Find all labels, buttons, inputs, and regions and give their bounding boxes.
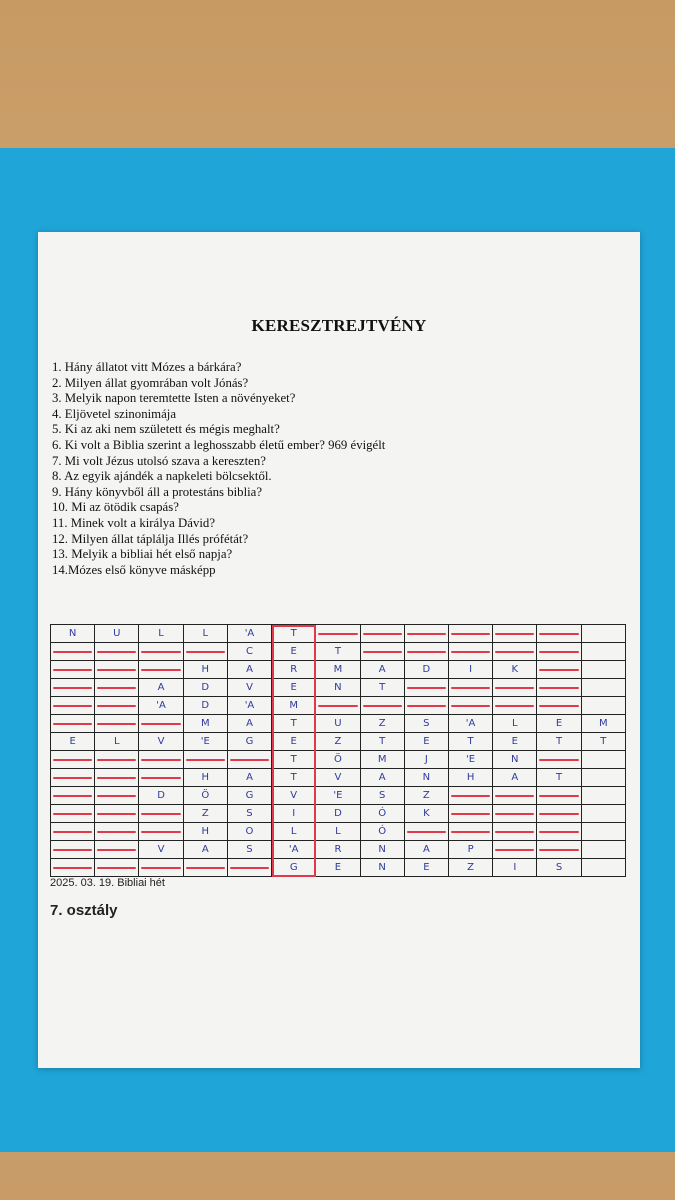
grid-cell: L	[139, 625, 183, 643]
grid-cell: E	[272, 643, 316, 661]
grid-cell: T	[272, 769, 316, 787]
grid-cell-filled	[404, 697, 448, 715]
grid-cell: A	[493, 769, 537, 787]
grid-cell: S	[404, 715, 448, 733]
grid-cell: E	[316, 859, 360, 877]
grid-row	[51, 859, 626, 877]
grid-cell: E	[272, 679, 316, 697]
grid-cell-filled	[448, 787, 492, 805]
grid-row	[51, 805, 626, 823]
grid-cell-filled	[360, 643, 404, 661]
grid-cell: D	[316, 805, 360, 823]
grid-cell-filled	[139, 823, 183, 841]
grid-cell-filled	[537, 805, 581, 823]
grid-cell: L	[272, 823, 316, 841]
grid-cell-filled	[95, 679, 139, 697]
grid-cell: R	[272, 661, 316, 679]
grid-cell: M	[581, 715, 625, 733]
grid-cell	[581, 661, 625, 679]
question-item: 7. Mi volt Jézus utolsó szava a kereszten?	[52, 453, 266, 468]
grid-cell-filled	[51, 661, 95, 679]
grid-cell: Ó	[360, 823, 404, 841]
question-item: 11. Minek volt a királya Dávid?	[52, 515, 215, 530]
grid-cell-filled	[51, 805, 95, 823]
grid-cell-filled	[139, 715, 183, 733]
grid-cell-filled	[360, 697, 404, 715]
grid-cell	[581, 751, 625, 769]
grid-cell: D	[404, 661, 448, 679]
grid-cell: N	[360, 859, 404, 877]
grid-cell: T	[272, 751, 316, 769]
grid-cell-filled	[51, 751, 95, 769]
grid-cell	[581, 643, 625, 661]
grid-cell: N	[404, 769, 448, 787]
grid-cell-filled	[493, 697, 537, 715]
grid-cell: Ó	[360, 805, 404, 823]
grid-cell: H	[448, 769, 492, 787]
grid-cell-filled	[183, 643, 227, 661]
grid-cell	[581, 805, 625, 823]
grid-cell-filled	[139, 661, 183, 679]
crossword-table	[50, 624, 626, 877]
grid-cell-filled	[537, 625, 581, 643]
grid-cell: 'E	[183, 733, 227, 751]
grid-cell-filled	[493, 787, 537, 805]
grid-cell-filled	[404, 823, 448, 841]
grid-cell: Z	[316, 733, 360, 751]
grid-cell: A	[183, 841, 227, 859]
grid-row	[51, 697, 626, 715]
grid-cell: G	[272, 859, 316, 877]
grid-cell: K	[493, 661, 537, 679]
question-item: 6. Ki volt a Biblia szerint a leghosszabb életű ember? 969 évigélt	[52, 437, 386, 452]
grid-cell-filled	[448, 805, 492, 823]
grid-cell-filled	[493, 823, 537, 841]
grid-cell-filled	[493, 625, 537, 643]
grid-cell: T	[272, 625, 316, 643]
grid-cell: Ö	[183, 787, 227, 805]
grid-row	[51, 751, 626, 769]
grid-row	[51, 679, 626, 697]
grid-cell-filled	[537, 643, 581, 661]
grid-cell-filled	[95, 697, 139, 715]
grid-cell: T	[448, 733, 492, 751]
grid-cell: L	[493, 715, 537, 733]
grid-row	[51, 787, 626, 805]
grid-cell-filled	[537, 697, 581, 715]
grid-cell: A	[139, 679, 183, 697]
grid-cell: 'A	[139, 697, 183, 715]
grid-cell: G	[227, 787, 271, 805]
grid-cell	[581, 697, 625, 715]
question-item: 4. Eljövetel szinonimája	[52, 406, 177, 421]
grid-cell: V	[139, 841, 183, 859]
grid-cell: V	[227, 679, 271, 697]
grid-cell-filled	[139, 769, 183, 787]
grid-cell-filled	[404, 625, 448, 643]
question-item: 1. Hány állatot vitt Mózes a bárkára?	[52, 360, 242, 374]
grid-cell: E	[493, 733, 537, 751]
grid-cell-filled	[448, 625, 492, 643]
question-item: 9. Hány könyvből áll a protestáns biblia?	[52, 484, 263, 499]
grid-cell: T	[272, 715, 316, 733]
grid-cell	[581, 841, 625, 859]
grid-cell-filled	[448, 679, 492, 697]
grid-cell: Z	[448, 859, 492, 877]
grid-cell: S	[537, 859, 581, 877]
grid-cell: S	[227, 841, 271, 859]
grid-cell-filled	[95, 841, 139, 859]
worksheet-paper	[38, 232, 640, 1068]
grid-cell: D	[183, 679, 227, 697]
grid-cell-filled	[95, 661, 139, 679]
grid-cell-filled	[95, 715, 139, 733]
grid-cell: S	[227, 805, 271, 823]
grid-cell-filled	[448, 697, 492, 715]
grid-cell: D	[183, 697, 227, 715]
grid-cell: V	[139, 733, 183, 751]
grid-cell-filled	[537, 661, 581, 679]
grid-cell: Z	[360, 715, 404, 733]
grid-cell-filled	[404, 643, 448, 661]
grid-cell: A	[227, 715, 271, 733]
grid-cell: N	[493, 751, 537, 769]
grid-cell: E	[537, 715, 581, 733]
grid-row	[51, 769, 626, 787]
grid-cell: N	[360, 841, 404, 859]
grid-cell: H	[183, 823, 227, 841]
grid-cell-filled	[360, 625, 404, 643]
grid-cell-filled	[448, 643, 492, 661]
grid-cell: N	[51, 625, 95, 643]
grid-cell-filled	[183, 751, 227, 769]
grid-cell-filled	[95, 769, 139, 787]
grid-cell-filled	[139, 859, 183, 877]
question-item: 10. Mi az ötödik csapás?	[52, 500, 179, 515]
grid-cell-filled	[537, 751, 581, 769]
grid-cell-filled	[493, 643, 537, 661]
grid-row	[51, 661, 626, 679]
grid-cell-filled	[95, 859, 139, 877]
grid-cell-filled	[316, 625, 360, 643]
grid-cell: N	[316, 679, 360, 697]
grid-cell	[581, 823, 625, 841]
grid-cell	[581, 769, 625, 787]
grid-cell: I	[448, 661, 492, 679]
grid-row	[51, 625, 626, 643]
grid-cell-filled	[537, 841, 581, 859]
grid-cell: T	[316, 643, 360, 661]
grid-cell-filled	[183, 859, 227, 877]
grid-cell: U	[316, 715, 360, 733]
grid-cell	[581, 625, 625, 643]
crossword-grid	[50, 624, 626, 873]
grid-cell-filled	[227, 859, 271, 877]
grid-cell-filled	[51, 643, 95, 661]
grid-cell: I	[272, 805, 316, 823]
grid-cell-filled	[51, 859, 95, 877]
grid-row	[51, 841, 626, 859]
grid-cell-filled	[139, 643, 183, 661]
grid-cell	[581, 787, 625, 805]
grid-cell: 'A	[272, 841, 316, 859]
grid-cell: 'E	[316, 787, 360, 805]
grid-cell-filled	[51, 715, 95, 733]
grid-cell-filled	[537, 787, 581, 805]
question-item: 12. Milyen állat táplálja Illés prófétát?	[52, 531, 249, 546]
grid-cell: J	[404, 751, 448, 769]
grid-cell: E	[404, 733, 448, 751]
grid-cell-filled	[448, 823, 492, 841]
grid-cell: H	[183, 661, 227, 679]
grid-cell-filled	[51, 823, 95, 841]
grid-cell: M	[183, 715, 227, 733]
grid-cell-filled	[316, 697, 360, 715]
grid-cell: K	[404, 805, 448, 823]
grid-cell-filled	[51, 679, 95, 697]
grid-cell: 'A	[448, 715, 492, 733]
grid-row	[51, 823, 626, 841]
grid-cell-filled	[95, 787, 139, 805]
grid-cell: 'A	[227, 697, 271, 715]
grid-cell: E	[51, 733, 95, 751]
grid-cell: C	[227, 643, 271, 661]
grid-cell: T	[360, 679, 404, 697]
grid-cell-filled	[537, 823, 581, 841]
grid-cell-filled	[95, 751, 139, 769]
grid-cell: D	[139, 787, 183, 805]
grid-cell: T	[537, 733, 581, 751]
grid-cell: L	[316, 823, 360, 841]
grid-row	[51, 733, 626, 751]
question-item: 2. Milyen állat gyomrában volt Jónás?	[52, 375, 249, 390]
grid-cell: Z	[183, 805, 227, 823]
grid-row	[51, 643, 626, 661]
grid-cell: M	[316, 661, 360, 679]
page-title: KERESZTREJTVÉNY	[251, 316, 427, 335]
grid-cell: E	[404, 859, 448, 877]
grid-row	[51, 715, 626, 733]
grid-cell: A	[227, 769, 271, 787]
grid-cell: V	[272, 787, 316, 805]
grid-cell: Ö	[316, 751, 360, 769]
grid-cell: L	[183, 625, 227, 643]
grid-cell-filled	[95, 643, 139, 661]
grid-cell: P	[448, 841, 492, 859]
grid-cell-filled	[51, 841, 95, 859]
grid-cell-filled	[404, 679, 448, 697]
question-item: 14.Mózes első könyve másképp	[52, 562, 216, 577]
grid-cell: M	[272, 697, 316, 715]
grid-cell: T	[360, 733, 404, 751]
grid-cell-filled	[227, 751, 271, 769]
grid-cell-filled	[537, 679, 581, 697]
grid-cell-filled	[139, 751, 183, 769]
grid-cell: Z	[404, 787, 448, 805]
question-item: 8. Az egyik ajándék a napkeleti bölcsektől.	[52, 469, 272, 484]
question-item: 3. Melyik napon teremtette Isten a növényeket?	[52, 391, 296, 406]
grid-cell-filled	[51, 787, 95, 805]
grid-cell: R	[316, 841, 360, 859]
grid-cell: A	[404, 841, 448, 859]
question-list	[52, 360, 385, 578]
grid-cell: L	[95, 733, 139, 751]
grid-cell-filled	[493, 805, 537, 823]
footer-class: 7. osztály	[50, 902, 118, 919]
grid-cell: T	[537, 769, 581, 787]
grid-cell	[581, 679, 625, 697]
grid-cell: U	[95, 625, 139, 643]
grid-cell-filled	[493, 679, 537, 697]
grid-cell: A	[360, 769, 404, 787]
question-item: 13. Melyik a bibliai hét első napja?	[52, 547, 233, 562]
grid-cell: O	[227, 823, 271, 841]
grid-cell-filled	[95, 805, 139, 823]
grid-cell: I	[493, 859, 537, 877]
grid-cell-filled	[95, 823, 139, 841]
grid-cell-filled	[51, 697, 95, 715]
grid-cell: S	[360, 787, 404, 805]
grid-cell: G	[227, 733, 271, 751]
grid-cell-filled	[493, 841, 537, 859]
footer-date: 2025. 03. 19. Bibliai hét	[50, 877, 165, 889]
grid-cell: H	[183, 769, 227, 787]
grid-cell: V	[316, 769, 360, 787]
grid-cell: E	[272, 733, 316, 751]
grid-cell: 'A	[227, 625, 271, 643]
grid-cell: A	[227, 661, 271, 679]
grid-cell: T	[581, 733, 625, 751]
grid-cell: 'E	[448, 751, 492, 769]
grid-cell: A	[360, 661, 404, 679]
grid-cell-filled	[51, 769, 95, 787]
grid-cell-filled	[139, 805, 183, 823]
question-item: 5. Ki az aki nem született és mégis meghalt?	[52, 422, 280, 437]
grid-cell	[581, 859, 625, 877]
grid-cell: M	[360, 751, 404, 769]
